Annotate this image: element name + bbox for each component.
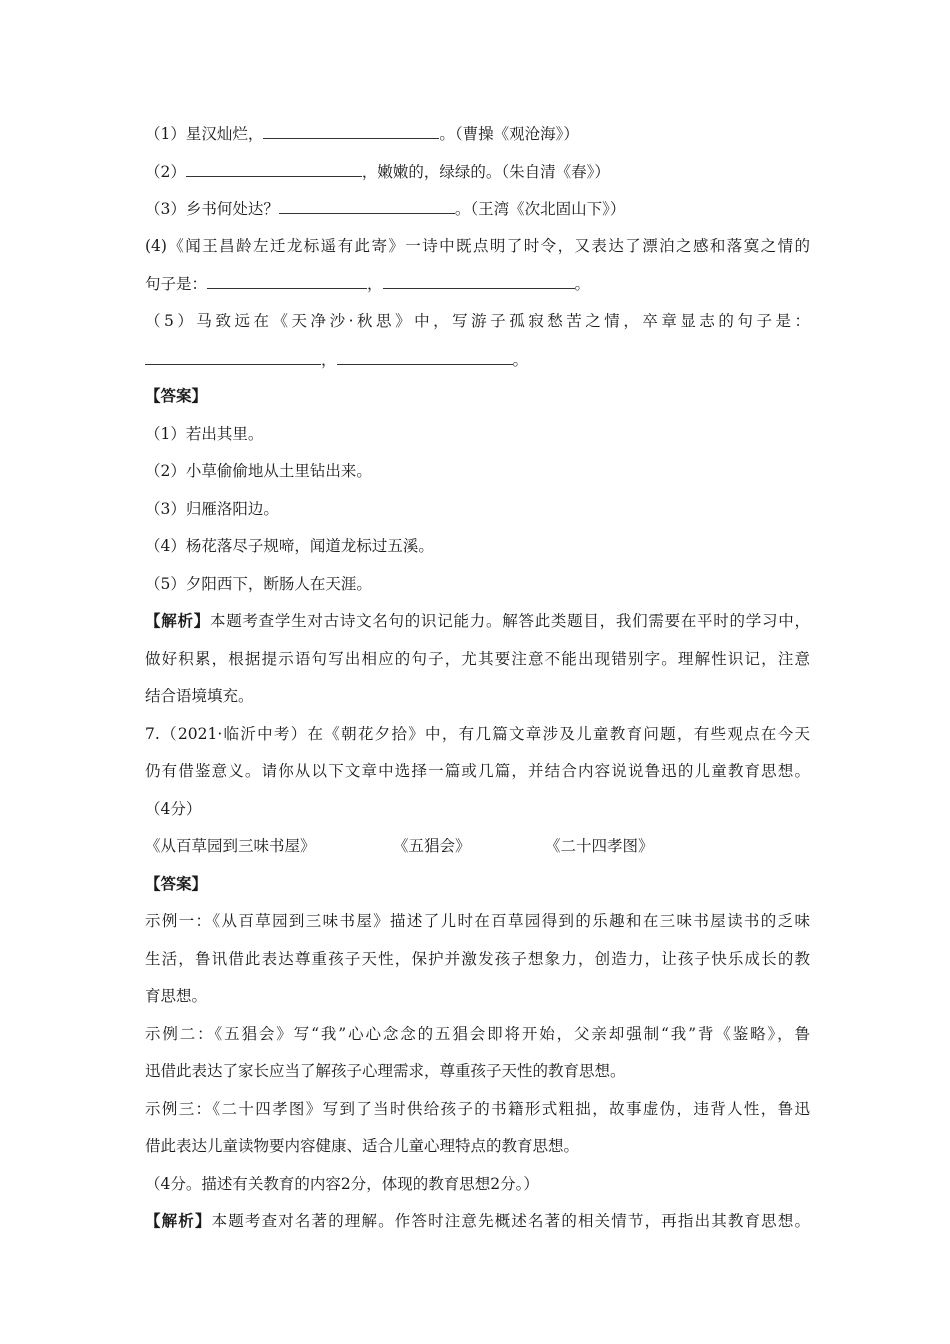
example-2-line-2: 迅借此表达了家长应当了解孩子心理需求，尊重孩子天性的教育思想。 bbox=[145, 1062, 626, 1080]
answer-7-label: 【答案】 bbox=[145, 874, 208, 893]
question-1-prefix: （1）星汉灿烂， bbox=[145, 125, 264, 143]
analysis-2-text: 本题考查对名著的理解。作答时注意先概述名著的相关情节，再指出其教育思想。 bbox=[211, 1212, 810, 1230]
question-7-line-2: 仍有借鉴意义。请你从以下文章中选择一篇或几篇，并结合内容说说鲁迅的儿童教育思想。 bbox=[145, 762, 810, 780]
example-3-line-2: 借此表达儿童读物要内容健康、适合儿童心理特点的教育思想。 bbox=[145, 1137, 580, 1155]
analysis-1-line-1 bbox=[145, 611, 810, 631]
question-2-prefix: （2） bbox=[145, 163, 186, 181]
analysis-label: 【解析】 bbox=[145, 611, 210, 630]
question-2-suffix: ，嫩嫩的，绿绿的。（朱自清《春》） bbox=[361, 163, 610, 181]
question-4-comma: ， bbox=[367, 275, 383, 293]
answer-blank bbox=[186, 161, 362, 177]
question-4-line-2 bbox=[145, 273, 590, 293]
example-1-line-1: 示例一：《从百草园到三味书屋》描述了儿时在百草园得到的乐趣和在三味书屋读书的乏味 bbox=[145, 912, 810, 930]
question-3 bbox=[145, 198, 625, 218]
answer-3: （3）归雁洛阳边。 bbox=[145, 500, 279, 518]
question-1 bbox=[145, 123, 579, 143]
question-1-suffix: 。（曹操《观沧海》） bbox=[439, 125, 579, 143]
question-2 bbox=[145, 161, 610, 181]
title-option-1: 《从百草园到三味书屋》 bbox=[145, 837, 316, 855]
analysis-1-text: 本题考查学生对古诗文名句的识记能力。解答此类题目，我们需要在平时的学习中， bbox=[209, 612, 810, 630]
answer-blank bbox=[207, 273, 367, 289]
example-1-line-3: 育思想。 bbox=[145, 987, 208, 1005]
question-7-line-1: 7.（2021·临沂中考）在《朝花夕拾》中，有几篇文章涉及儿童教育问题，有些观点在今天 bbox=[145, 725, 810, 743]
question-7-titles bbox=[145, 836, 654, 856]
example-2-line-1: 示例二：《五猖会》写“我”心心念念的五猖会即将开始，父亲却强制“我”背《鉴略》，鲁 bbox=[145, 1025, 810, 1043]
question-5-comma: ， bbox=[321, 351, 337, 369]
answer-4: （4）杨花落尽子规啼，闻道龙标过五溪。 bbox=[145, 537, 434, 555]
question-3-suffix: 。（王湾《次北固山下》） bbox=[454, 200, 626, 218]
example-3-line-1: 示例三：《二十四孝图》写到了当时供给孩子的书籍形式粗拙，故事虚伪，违背人性，鲁迅 bbox=[145, 1100, 810, 1118]
answer-blank bbox=[145, 349, 321, 365]
question-7-score: （4分） bbox=[145, 800, 202, 818]
question-4-prefix: 句子是： bbox=[145, 275, 208, 293]
scoring-note: （4分。描述有关教育的内容2分，体现的教育思想2分。） bbox=[145, 1175, 539, 1193]
analysis-2-line bbox=[145, 1211, 810, 1231]
analysis-1-line-2: 做好积累，根据提示语句写出相应的句子，尤其要注意不能出现错别字。理解性识记，注意 bbox=[145, 650, 810, 668]
answer-label: 【答案】 bbox=[145, 386, 208, 405]
answer-blank bbox=[337, 349, 513, 365]
answer-5: （5）夕阳西下，断肠人在天涯。 bbox=[145, 575, 372, 593]
answer-blank bbox=[263, 123, 439, 139]
question-5-suffix: 。 bbox=[512, 351, 529, 369]
title-option-2: 《五猖会》 bbox=[393, 837, 471, 855]
title-option-3: 《二十四孝图》 bbox=[545, 837, 654, 855]
question-5-line-2 bbox=[145, 349, 528, 369]
question-4-suffix: 。 bbox=[574, 275, 591, 293]
analysis-label: 【解析】 bbox=[145, 1211, 212, 1230]
answer-blank bbox=[383, 273, 575, 289]
answer-blank bbox=[279, 198, 455, 214]
question-4-line-1: (4)《闻王昌龄左迁龙标遥有此寄》一诗中既点明了时令，又表达了漂泊之感和落寞之情的 bbox=[145, 237, 810, 255]
question-3-prefix: （3）乡书何处达？ bbox=[145, 200, 279, 218]
answer-1: （1）若出其里。 bbox=[145, 425, 264, 443]
question-5-line-1: （5）马致远在《天净沙·秋思》中，写游子孤寂愁苦之情，卒章显志的句子是： bbox=[145, 312, 810, 330]
example-1-line-2: 生活，鲁讯借此表达尊重孩子天性，保护并激发孩子想象力，创造力，让孩子快乐成长的教 bbox=[145, 950, 810, 968]
answer-2: （2）小草偷偷地从土里钻出来。 bbox=[145, 462, 372, 480]
analysis-1-line-3: 结合语境填充。 bbox=[145, 687, 254, 705]
